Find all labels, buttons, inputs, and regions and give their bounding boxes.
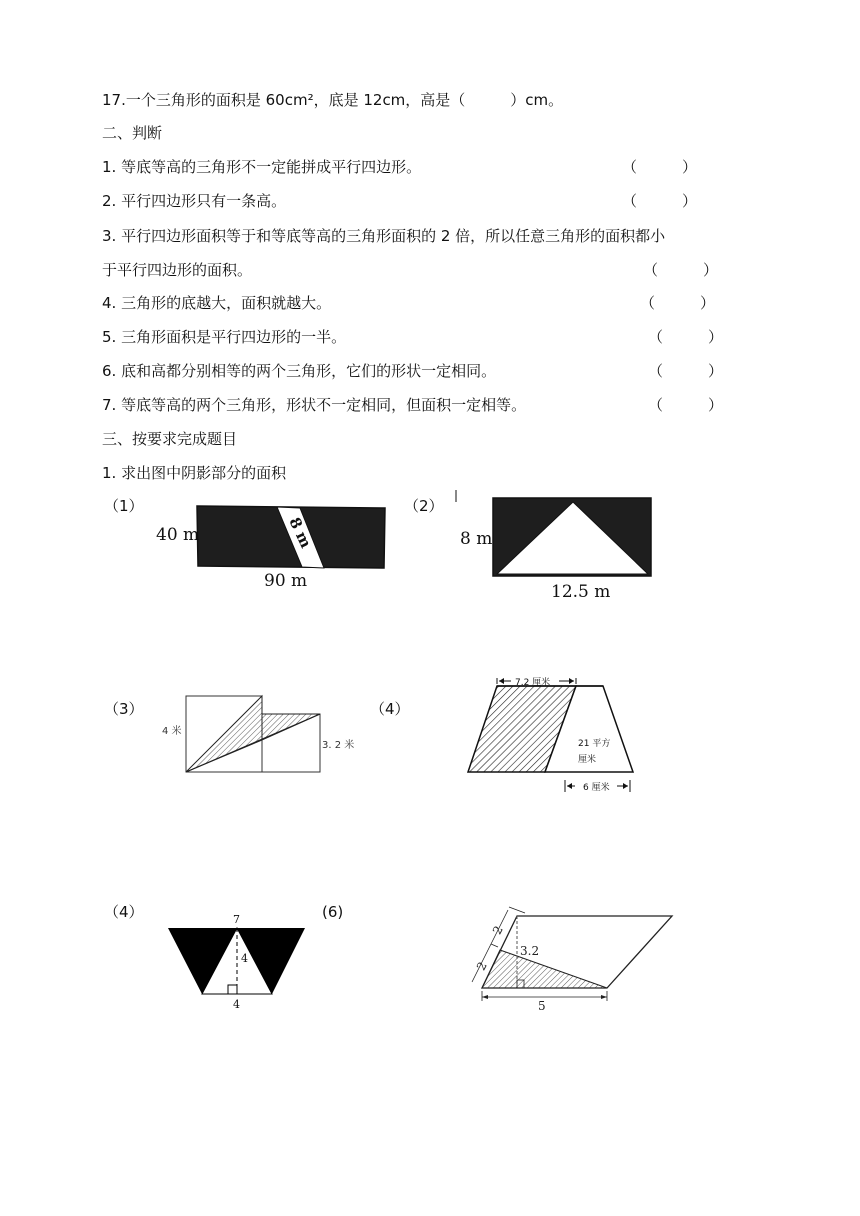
figure-6-base-label: 5	[538, 999, 546, 1013]
judge-item-3: 3. 平行四边形面积等于和等底等高的三角形面积的 2 倍，所以任意三角形的面积都小	[102, 227, 666, 245]
judge-item-2: 2. 平行四边形只有一条高。	[102, 192, 287, 210]
figure-2-height-label: 8 m	[460, 529, 493, 549]
figure-5-top-label: 7	[233, 913, 240, 926]
section-heading-tasks: 三、按要求完成题目	[102, 430, 238, 448]
figure-label-5: （4）	[104, 903, 144, 921]
judge-item-7: 7. 等底等高的两个三角形，形状不一定相同，但面积一定相等。	[102, 396, 527, 414]
figure-label-4: （4）	[370, 700, 410, 718]
figure-label-1: （1）	[104, 497, 144, 515]
answer-blank-6[interactable]: （ ）	[648, 362, 724, 380]
figure-1-strip-label: 8 m	[285, 514, 316, 551]
figure-1-base-label: 90 m	[264, 571, 308, 591]
figure-3-left-label: 4 米	[162, 726, 182, 737]
figure-label-3: （3）	[104, 700, 144, 718]
figure-label-2: （2）	[404, 497, 444, 515]
judge-item-6: 6. 底和高都分别相等的两个三角形，它们的形状一定相同。	[102, 362, 497, 380]
figure-6-height-label: 3.2	[520, 944, 540, 958]
figure-6-parallelogram	[462, 900, 682, 1015]
question-17: 17.一个三角形的面积是 60cm²，底是 12cm，高是（ ）cm。	[102, 91, 564, 109]
figure-5-height-label: 4	[241, 952, 248, 965]
answer-blank-3[interactable]: （ ）	[643, 261, 719, 279]
figure-3-rectangles	[160, 690, 360, 780]
judge-item-3-cont: 于平行四边形的面积。	[102, 261, 253, 279]
figure-2-rectangle-triangle	[456, 490, 676, 600]
answer-blank-4[interactable]: （ ）	[640, 294, 716, 312]
answer-blank-5[interactable]: （ ）	[648, 328, 724, 346]
figure-6-side-label-2: 2	[473, 959, 490, 973]
judge-item-4: 4. 三角形的底越大，面积就越大。	[102, 294, 332, 312]
figure-4-area-label-2: 厘米	[578, 755, 597, 765]
figure-4-area-label-1: 21 平方	[578, 739, 611, 749]
figure-5-bottom-label: 4	[233, 998, 240, 1011]
figure-4-top-label: 7.2 厘米	[515, 678, 551, 688]
section-heading-judge: 二、判断	[102, 124, 163, 142]
figure-2-base-label: 12.5 m	[551, 582, 611, 602]
task-1-heading: 1. 求出图中阴影部分的面积	[102, 464, 287, 482]
judge-item-5: 5. 三角形面积是平行四边形的一半。	[102, 328, 347, 346]
figure-label-6: (6)	[322, 903, 344, 921]
figure-6-side-label-1: 2	[489, 923, 506, 937]
figure-1-rectangle-strip	[150, 500, 390, 590]
answer-blank-2[interactable]: （ ）	[622, 192, 698, 210]
figure-3-right-label: 3. 2 米	[322, 740, 355, 751]
judge-item-1: 1. 等底等高的三角形不一定能拼成平行四边形。	[102, 158, 422, 176]
answer-blank-1[interactable]: （ ）	[622, 158, 698, 176]
figure-5-trapezoid	[165, 910, 315, 1020]
figure-4-trapezoid	[465, 670, 645, 800]
figure-3-shaded-triangle-left	[186, 696, 262, 772]
figure-4-bottom-label: 6 厘米	[583, 783, 610, 793]
answer-blank-7[interactable]: （ ）	[648, 396, 724, 414]
figure-1-height-label: 40 m	[156, 525, 200, 545]
